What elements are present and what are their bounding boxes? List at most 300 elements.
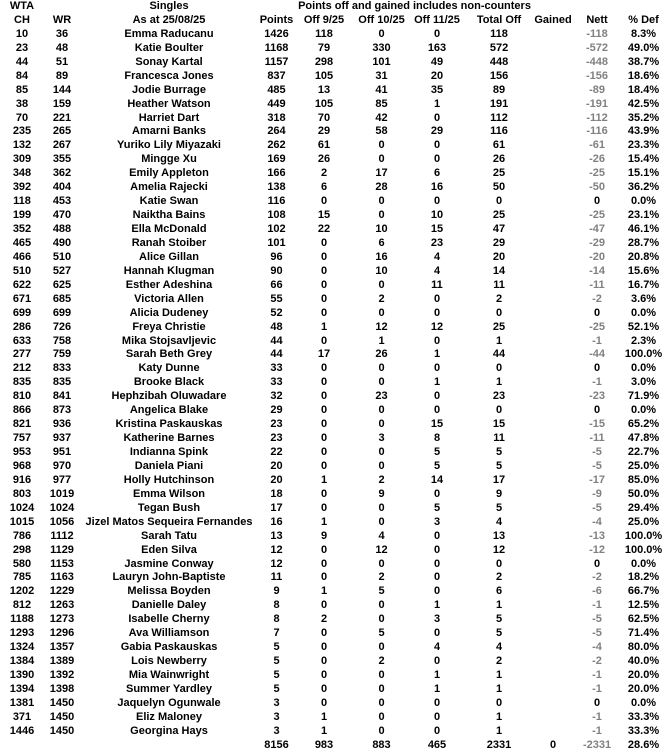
cell-gained (534, 42, 572, 56)
cell-total-off: 61 (492, 139, 506, 152)
cell-nett: -112 (586, 111, 608, 124)
cell-gained (534, 181, 572, 195)
cell-off-9-25: 0 (320, 250, 328, 263)
cell-total-off: 5 (495, 459, 503, 472)
table-row (0, 474, 665, 488)
cell-total-off: 191 (489, 97, 509, 110)
cell-points: 3 (273, 710, 280, 723)
table-row (0, 84, 665, 98)
table-header (0, 0, 665, 28)
cell-off-11-25: 16 (430, 181, 444, 194)
cell-points: 1157 (264, 55, 289, 68)
col-header-total-off: Total Off (476, 13, 522, 26)
cell-total-off: 1 (495, 334, 503, 347)
cell-off-11-25: 0 (433, 543, 441, 556)
cell-gained (534, 167, 572, 181)
cell-points: 8156 (264, 738, 289, 751)
cell-total-off: 26 (492, 153, 506, 166)
cell-gained (534, 627, 572, 641)
cell-off-9-25: 2 (320, 613, 328, 626)
cell-off-10-25: 0 (378, 557, 385, 570)
cell-off-11-25: 1 (433, 376, 441, 389)
cell-off-9-25: 70 (317, 111, 331, 124)
cell-pct-def: 0.0% (630, 362, 657, 375)
cell-off-9-25: 79 (317, 41, 331, 54)
table-row (0, 697, 665, 711)
cell-off-9-25: 0 (320, 627, 328, 640)
cell-wr: 144 (52, 83, 72, 96)
cell-pct-def: 16.7% (627, 278, 660, 291)
table-row (0, 655, 665, 669)
cell-wr: 833 (52, 362, 72, 375)
cell-off-11-25: 1 (433, 599, 441, 612)
cell-nett: -25 (589, 209, 605, 222)
cell-points: 116 (267, 195, 286, 208)
cell-points: 17 (270, 501, 283, 514)
cell-off-10-25: 0 (378, 682, 385, 695)
cell-off-11-25: 0 (433, 487, 441, 500)
cell-off-10-25: 2 (378, 655, 385, 668)
cell-off-9-25: 1 (320, 320, 328, 333)
cell-gained (534, 321, 572, 335)
cell-off-9-25: 0 (320, 432, 328, 445)
cell-gained (534, 474, 572, 488)
cell-ch: 466 (12, 250, 32, 263)
cell-ch: 757 (12, 432, 32, 445)
cell-points: 18 (270, 487, 283, 500)
table-row (0, 293, 665, 307)
cell-off-9-25: 1 (320, 724, 328, 737)
cell-name: Harriet Dart (138, 111, 200, 124)
col-header-as-at-date: As at 25/08/25 (132, 13, 206, 26)
cell-name: Summer Yardley (125, 682, 212, 695)
cell-off-10-25: 0 (378, 418, 385, 431)
cell-off-11-25: 5 (433, 501, 441, 514)
cell-points: 55 (270, 292, 283, 305)
cell-wr: 937 (52, 432, 72, 445)
cell-points: 90 (270, 264, 283, 277)
cell-points: 9 (273, 585, 280, 598)
cell-wr: 488 (52, 223, 72, 235)
cell-pct-def: 0.0% (630, 557, 657, 570)
cell-points: 44 (270, 334, 283, 347)
cell-off-11-25: 4 (433, 250, 441, 263)
cell-pct-def: 28.6% (627, 738, 660, 751)
cell-total-off: 25 (492, 209, 506, 222)
cell-pct-def: 0.0% (630, 306, 657, 319)
cell-gained (534, 195, 572, 209)
cell-off-11-25: 15 (430, 418, 444, 431)
cell-pct-def: 20.0% (627, 682, 660, 695)
cell-points: 7 (273, 627, 280, 640)
table-row (0, 209, 665, 223)
cell-nett: -61 (589, 139, 605, 152)
cell-name: Eden Silva (141, 543, 197, 556)
table-row (0, 613, 665, 627)
cell-off-9-25: 0 (320, 655, 328, 668)
cell-gained (534, 348, 572, 362)
cell-nett: -191 (586, 97, 609, 110)
cell-nett: -9 (592, 487, 602, 500)
cell-total-off: 0 (495, 696, 503, 709)
cell-off-9-25: 0 (320, 195, 328, 208)
cell-points: 264 (267, 125, 286, 138)
cell-wr: 873 (52, 404, 72, 417)
cell-off-9-25: 1 (320, 473, 328, 486)
cell-gained (534, 641, 572, 655)
cell-off-9-25: 0 (320, 264, 328, 277)
table-row (0, 683, 665, 697)
cell-points: 3 (273, 724, 280, 737)
cell-pct-def: 8.3% (630, 27, 657, 40)
cell-nett: -5 (592, 501, 602, 514)
cell-pct-def: 25.0% (627, 459, 660, 472)
cell-gained (534, 376, 572, 390)
cell-off-10-25: 0 (378, 501, 385, 514)
cell-ch: 699 (12, 306, 32, 319)
cell-gained (534, 488, 572, 502)
cell-off-11-25: 465 (427, 738, 447, 751)
cell-gained (534, 279, 572, 293)
cell-wr: 1357 (49, 641, 75, 654)
table-row (0, 139, 665, 153)
cell-pct-def: 66.7% (627, 585, 660, 598)
cell-pct-def: 85.0% (627, 473, 660, 486)
cell-points: 44 (270, 348, 283, 361)
cell-off-9-25: 29 (317, 125, 331, 138)
cell-pct-def: 33.3% (627, 724, 660, 737)
cell-off-10-25: 883 (372, 738, 391, 751)
cell-off-9-25: 13 (317, 83, 331, 96)
table-row (0, 446, 665, 460)
cell-gained (534, 251, 572, 265)
title-row (0, 0, 665, 14)
cell-nett: -1 (592, 682, 602, 695)
cell-wr: 1229 (49, 585, 75, 598)
cell-name: Jasmine Conway (124, 557, 214, 570)
cell-total-off: 2 (495, 571, 503, 584)
cell-pct-def: 23.3% (627, 139, 660, 152)
cell-off-11-25: 0 (433, 557, 441, 570)
table-row (0, 599, 665, 613)
cell-pct-def: 0.0% (630, 195, 657, 208)
cell-wr: 1450 (49, 696, 75, 709)
cell-off-9-25: 1 (320, 710, 328, 723)
cell-pct-def: 80.0% (627, 641, 660, 654)
col-header-off-9-25: Off 9/25 (303, 13, 345, 26)
table-row (0, 112, 665, 126)
cell-off-9-25: 9 (320, 529, 328, 542)
cell-ch: 821 (12, 418, 32, 431)
table-row (0, 181, 665, 195)
table-row (0, 488, 665, 502)
cell-off-10-25: 10 (375, 264, 388, 277)
cell-nett: -5 (592, 613, 602, 626)
cell-off-11-25: 10 (430, 209, 444, 222)
cell-off-9-25: 0 (320, 446, 328, 458)
cell-pct-def: 18.6% (627, 69, 660, 82)
cell-off-11-25: 1 (433, 682, 441, 695)
cell-points: 449 (267, 97, 286, 110)
cell-off-10-25: 0 (378, 376, 385, 389)
cell-total-off: 13 (492, 529, 506, 542)
cell-off-9-25: 0 (320, 641, 328, 654)
cell-nett: -2 (592, 571, 602, 584)
cell-off-11-25: 11 (431, 278, 443, 291)
cell-points: 5 (273, 669, 280, 681)
cell-off-11-25: 0 (433, 362, 441, 375)
cell-points: 5 (273, 641, 280, 654)
cell-gained (534, 112, 572, 126)
cell-ch: 786 (12, 529, 32, 542)
cell-nett: -23 (589, 390, 605, 403)
cell-off-10-25: 85 (375, 97, 388, 110)
cell-points: 3 (273, 696, 280, 709)
cell-ch: 785 (12, 571, 32, 584)
cell-points: 318 (267, 111, 286, 124)
cell-points: 485 (267, 83, 286, 96)
cell-points: 23 (270, 418, 283, 431)
cell-total-off: 25 (492, 167, 506, 180)
cell-off-11-25: 4 (433, 641, 441, 654)
cell-off-10-25: 42 (375, 111, 388, 124)
cell-off-9-25: 0 (320, 404, 328, 417)
cell-gained (534, 669, 572, 683)
cell-total-off: 11 (493, 432, 505, 445)
cell-points: 1426 (264, 27, 289, 40)
cell-pct-def: 20.8% (627, 250, 660, 263)
cell-name: Alice Gillan (139, 250, 199, 263)
table-row (0, 195, 665, 209)
cell-nett: 0 (593, 306, 601, 319)
cell-off-11-25: 1 (433, 97, 441, 110)
cell-points: 837 (267, 69, 286, 82)
cell-total-off: 14 (492, 264, 506, 277)
cell-wr: 977 (52, 473, 72, 486)
table-row (0, 502, 665, 516)
cell-ch: 916 (12, 473, 32, 486)
cell-off-9-25: 0 (320, 362, 328, 375)
cell-name: Sarah Tatu (140, 529, 198, 542)
cell-off-10-25: 4 (378, 529, 385, 542)
cell-off-10-25: 0 (378, 195, 385, 208)
cell-gained (534, 530, 572, 544)
cell-points: 13 (270, 529, 283, 542)
cell-off-9-25: 983 (314, 738, 334, 751)
cell-pct-def: 28.7% (627, 236, 660, 249)
table-row (0, 307, 665, 321)
cell-pct-def: 15.4% (627, 153, 660, 166)
cell-name: Emma Wilson (132, 487, 206, 500)
cell-ch: 132 (12, 139, 32, 152)
cell-ch: 1324 (9, 641, 35, 654)
cell-total-off: 1 (495, 710, 503, 723)
cell-off-9-25: 26 (317, 153, 331, 166)
cell-points: 166 (267, 167, 286, 180)
cell-total-off: 2 (495, 292, 503, 305)
cell-gained (534, 585, 572, 599)
cell-points: 20 (270, 473, 283, 486)
cell-total-off: 5 (495, 501, 503, 514)
cell-wr: 625 (52, 278, 72, 291)
cell-pct-def: 18.2% (627, 571, 660, 584)
cell-off-11-25: 1 (433, 348, 441, 361)
cell-off-10-25: 12 (375, 543, 388, 556)
cell-wr: 1024 (49, 501, 75, 514)
cell-name: Mika Stojsavljevic (121, 334, 217, 347)
cell-wr: 453 (52, 195, 72, 208)
cell-nett: -4 (592, 641, 602, 654)
cell-points: 66 (270, 278, 283, 291)
cell-wr: 1163 (50, 571, 74, 584)
cell-off-10-25: 0 (378, 306, 385, 319)
cell-nett: -44 (589, 348, 605, 361)
col-header-nett: Nett (586, 13, 608, 26)
cell-gained (534, 293, 572, 307)
cell-name: Isabelle Cherny (128, 613, 210, 626)
cell-off-9-25: 0 (320, 669, 328, 681)
cell-total-off: 1 (495, 669, 503, 681)
cell-off-10-25: 5 (378, 627, 385, 640)
cell-off-10-25: 31 (375, 69, 388, 82)
cell-off-9-25: 61 (317, 139, 331, 152)
cell-gained (534, 84, 572, 98)
cell-off-9-25: 118 (315, 27, 333, 40)
cell-name: Emma Raducanu (124, 27, 214, 40)
cell-nett: -20 (589, 250, 605, 263)
cell-nett: -11 (589, 432, 605, 445)
cell-name: Jodie Burrage (132, 83, 206, 96)
table-row (0, 362, 665, 376)
cell-wr: 1398 (49, 682, 75, 695)
cell-off-10-25: 101 (372, 55, 391, 68)
cell-wr: 841 (52, 390, 72, 403)
cell-off-10-25: 23 (375, 390, 388, 403)
cell-off-9-25: 298 (314, 55, 334, 68)
cell-total-off: 2331 (486, 738, 512, 751)
cell-nett: -17 (589, 473, 605, 486)
table-row (0, 669, 665, 683)
table-row (0, 321, 665, 335)
cell-off-11-25: 4 (433, 264, 441, 277)
cell-nett: 0 (593, 404, 601, 417)
cell-name: Katherine Barnes (123, 432, 215, 445)
cell-nett: -2 (592, 292, 602, 305)
cell-off-9-25: 0 (320, 390, 328, 403)
cell-wr (44, 739, 80, 753)
cell-name: Danielle Daley (131, 599, 207, 612)
cell-nett: -26 (589, 153, 605, 166)
cell-total-off: 5 (495, 446, 503, 458)
cell-off-10-25: 5 (378, 585, 385, 598)
cell-name: Emily Appleton (129, 167, 209, 180)
cell-total-off: 1 (495, 599, 503, 612)
cell-total-off: 2 (495, 655, 503, 668)
cell-gained (534, 223, 572, 237)
cell-name: Lauryn John-Baptiste (112, 571, 226, 584)
cell-off-11-25: 0 (433, 404, 441, 417)
cell-gained (534, 153, 572, 167)
cell-name: Jaquelyn Ogunwale (117, 696, 221, 709)
cell-name: Mingge Xu (141, 153, 197, 166)
cell-name: Kristina Paskauskas (115, 418, 223, 431)
cell-pct-def: 36.2% (627, 181, 660, 194)
cell-ch: 812 (12, 599, 32, 612)
cell-off-9-25: 22 (317, 223, 331, 235)
cell-ch: 70 (15, 111, 29, 124)
cell-nett: -1 (592, 334, 602, 347)
cell-off-11-25: 0 (433, 292, 441, 305)
cell-wr: 1129 (50, 543, 74, 556)
cell-ch: 835 (12, 376, 32, 389)
cell-name: Mia Wainwright (128, 669, 210, 681)
cell-points: 169 (267, 153, 286, 166)
table-row (0, 98, 665, 112)
cell-gained (534, 725, 572, 739)
cell-off-9-25: 17 (317, 348, 331, 361)
cell-ch: 803 (12, 487, 32, 500)
cell-ch: 1446 (9, 724, 35, 737)
cell-wr: 835 (52, 376, 72, 389)
cell-pct-def: 15.6% (627, 264, 660, 277)
cell-total-off: 9 (495, 487, 503, 500)
cell-points: 29 (270, 404, 283, 417)
cell-pct-def: 20.0% (627, 669, 660, 681)
cell-wr: 470 (52, 209, 72, 222)
cell-nett: -1 (592, 724, 602, 737)
cell-nett: -47 (589, 223, 605, 235)
cell-pct-def: 100.0% (624, 348, 663, 361)
cell-off-11-25: 0 (433, 710, 441, 723)
cell-wr: 1273 (49, 613, 75, 626)
table-row (0, 558, 665, 572)
cell-nett: 0 (593, 195, 601, 208)
cell-off-10-25: 0 (378, 27, 385, 40)
cell-nett: 0 (593, 696, 601, 709)
cell-points: 138 (267, 181, 286, 194)
cell-gained (534, 697, 572, 711)
cell-gained (534, 28, 572, 42)
cell-wr: 48 (55, 41, 69, 54)
cell-off-11-25: 0 (433, 585, 441, 598)
cell-ch: 1015 (9, 515, 35, 528)
cell-total-off: 29 (492, 236, 506, 249)
cell-points: 22 (270, 446, 283, 458)
cell-name: Heather Watson (127, 97, 211, 110)
cell-pct-def: 18.4% (627, 83, 660, 96)
table-body (0, 28, 665, 739)
cell-total-off: 4 (495, 641, 503, 654)
cell-off-10-25: 41 (375, 83, 388, 96)
col-header-off-11-25: Off 11/25 (414, 13, 460, 26)
table-footer (0, 739, 665, 753)
cell-off-11-25: 0 (433, 724, 441, 737)
cell-ch: 1024 (9, 501, 35, 514)
table-row (0, 530, 665, 544)
table-row (0, 725, 665, 739)
cell-off-9-25: 0 (320, 459, 328, 472)
cell-nett: -118 (586, 27, 608, 40)
cell-off-9-25: 0 (320, 487, 328, 500)
col-header-ch: CH (14, 13, 30, 26)
cell-off-9-25: 0 (320, 599, 328, 612)
cell-gained (534, 265, 572, 279)
cell-nett: -1 (592, 376, 602, 389)
cell-name: Angelica Blake (129, 404, 209, 417)
cell-name: Melissa Boyden (127, 585, 211, 598)
cell-nett: -89 (589, 83, 605, 96)
cell-wr: 951 (52, 446, 72, 458)
